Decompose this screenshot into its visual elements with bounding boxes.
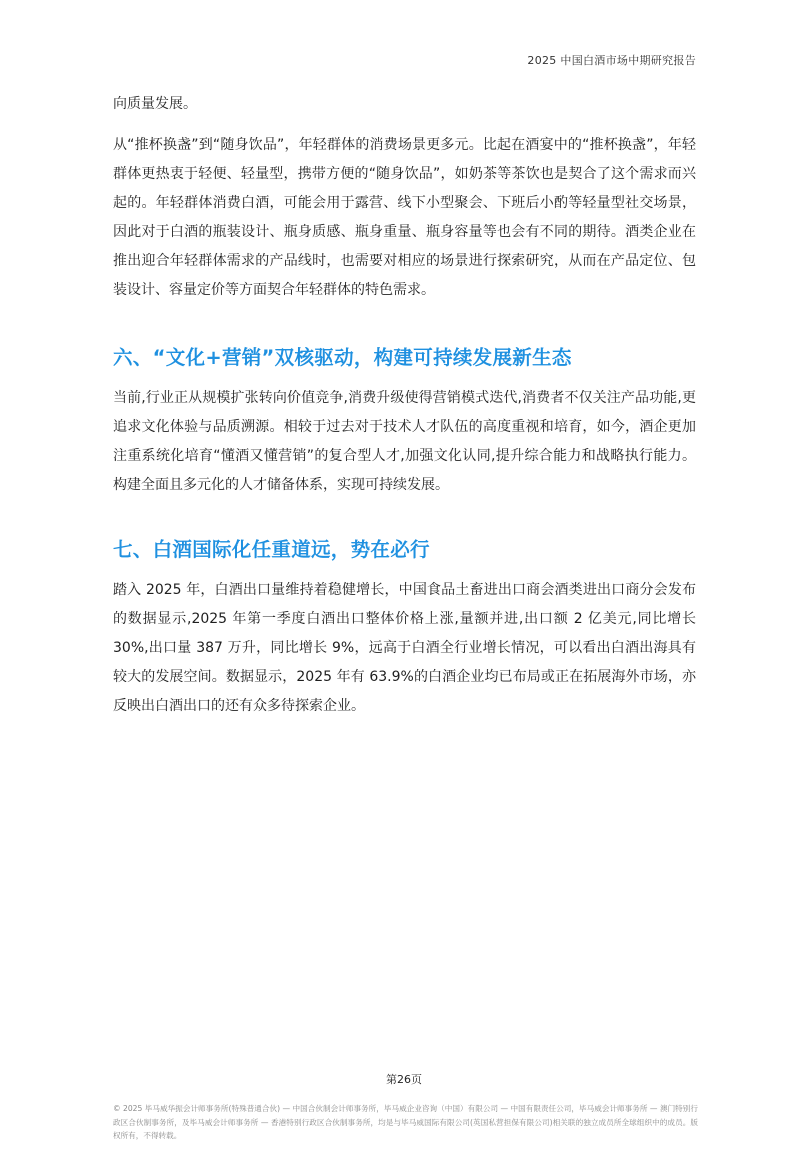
paragraph-youth-consumption: 从“推杯换盏”到“随身饮品”，年轻群体的消费场景更多元。比起在酒宴中的“推杯换盏”，年轻群体更热衷于轻便、轻量型，携带方便的“随身饮品”，如奶茶等茶饮也是契合了这个需求而兴起的。年轻群体消费白酒，可能会用于露营、线下小型聚会、下班后小酌等轻量型社交场景，因此对于白酒的瓶装设计、瓶身质感、瓶身重量、瓶身容量等也会有不同的期待。酒类企业在推出迎合年轻群体需求的产品线时，也需要对相应的场景进行探索研究，从而在产品定位、包装设计、容量定价等方面契合年轻群体的特色需求。: [113, 137, 696, 298]
section-six-paragraph: 当前,行业正从规模扩张转向价值竞争,消费升级使得营销模式迭代,消费者不仅关注产品功能,更追求文化体验与品质溯源。相较于过去对于技术人才队伍的高度重视和培育，如今，酒企更加注重系统化培育“懂酒又懂营销”的复合型人才,加强文化认同,提升综合能力和战略执行能力。构建全面且多元化的人才储备体系，实现可持续发展。: [113, 390, 696, 493]
section-seven-paragraph: 踏入 2025 年，白酒出口量维持着稳健增长，中国食品土畜进出口商会酒类进出口商分会发布的数据显示,2025 年第一季度白酒出口整体价格上涨,量额并进,出口额 2 亿美元,同比增长 30%,出口量 387 万升，同比增长 9%，远高于白酒全行业增长情况，可以看出白酒出海具有较大的发展空间。数据显示，2025 年有 63.9%的白酒企业均已布局或正在拓展海外市场，亦反映出白酒出口的还有众多待探索企业。: [113, 582, 696, 714]
running-header: 2025 中国白酒市场中期研究报告: [527, 54, 696, 67]
page-number: 第26页: [386, 1073, 422, 1086]
section-seven-heading: 七、白酒国际化任重道远，势在必行: [113, 538, 430, 561]
section-six-heading: 六、“文化+营销”双核驱动，构建可持续发展新生态: [113, 346, 572, 369]
document-body: [113, 90, 696, 721]
legal-footer: © 2025 毕马威华振会计师事务所(特殊普通合伙) — 中国合伙制会计师事务所，毕马威企业咨询（中国）有限公司 — 中国有限责任公司，毕马威会计师事务所 — 澳门特别行政区合伙制事务所，及毕马威会计师事务所 — 香港特别行政区合伙制事务所，均是与毕马威国际有限公司(英国私营担保有限公司)相关联的独立成员所全球组织中的成员。版权所有，不得转载。: [113, 1104, 698, 1140]
intro-fragment: 向质量发展。: [113, 96, 197, 112]
